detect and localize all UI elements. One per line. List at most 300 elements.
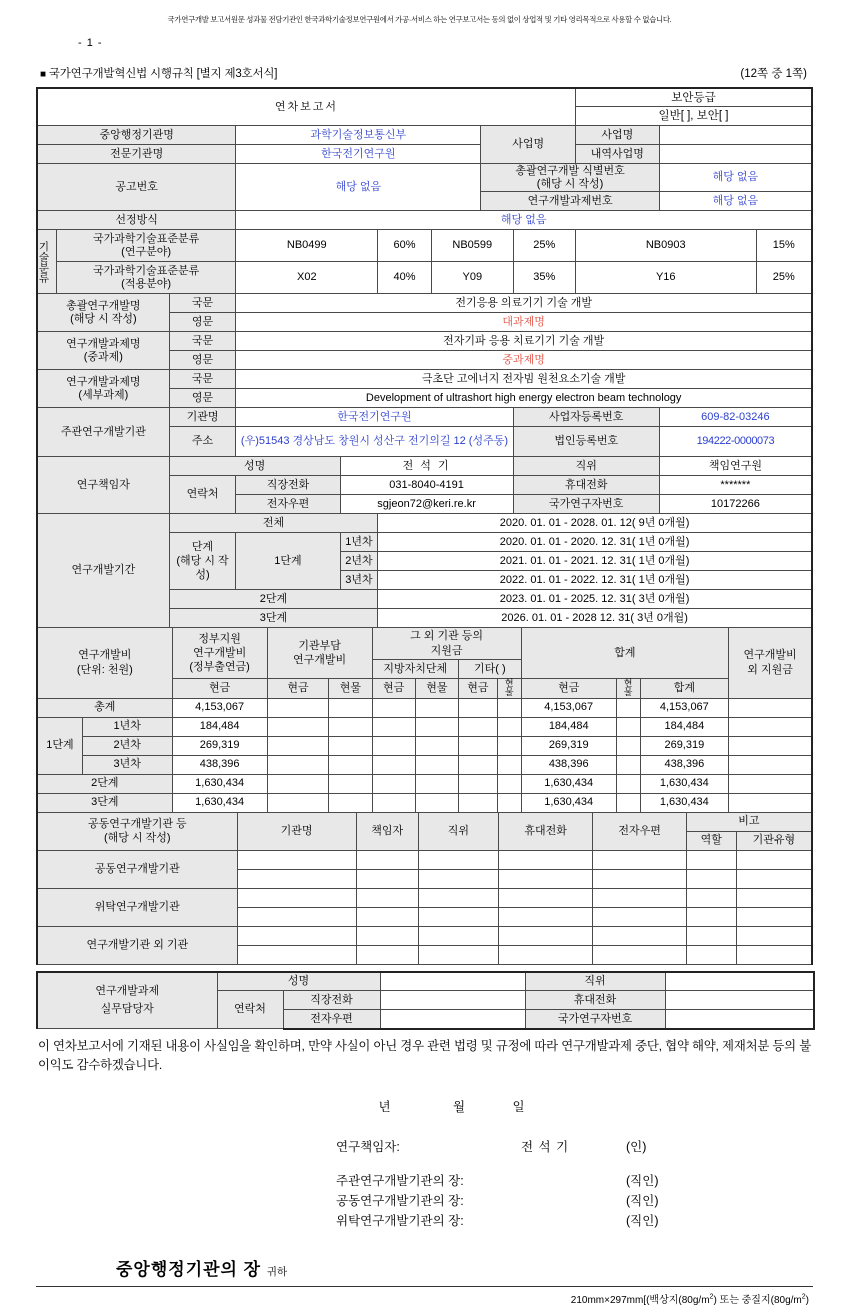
period-total-label: 전체 [169,514,378,533]
date-line [36,1097,813,1115]
selection-label: 선정방식 [37,211,236,230]
joint-cell-mobile[interactable] [498,907,593,926]
main-form-table [36,87,813,628]
period-stage-label [169,533,236,590]
joint-cell-mobile[interactable] [498,945,593,964]
footer-divider [36,1286,813,1287]
joint-row-label: 위탁연구개발기관 [37,888,237,926]
tech-code-2b: Y09 [431,262,513,294]
budget-local-cash [372,755,415,774]
document-title: 연차보고서 [37,88,575,126]
period-stage3-label: 3단계 [169,609,378,628]
joint-cell-org[interactable] [237,869,356,888]
budget-total-sum: 4,153,067 [640,698,729,717]
staff-email-value[interactable] [380,1010,525,1029]
joint-cell-role[interactable] [686,926,736,945]
period-label: 연구개발기간 [37,514,169,628]
budget-org-label [267,628,372,679]
budget-org-cash [267,736,329,755]
corp-no-value: 194222-0000073 [659,427,812,457]
joint-cell-email[interactable] [593,888,686,907]
tech-class-label-1-line2: (연구분야) [121,245,172,258]
signature-block [36,1137,813,1229]
joint-row-group-3a [37,926,812,945]
joint-cell-org[interactable] [237,850,356,869]
joint-cell-position[interactable] [418,926,498,945]
staff-office-phone-value[interactable] [380,991,525,1010]
budget-org-inkind [329,793,372,812]
mid-en-label: 영문 [169,351,236,370]
staff-label-line1: 연구개발과제 [95,984,160,997]
budget-outside [729,736,812,755]
budget-total-cash: 438,396 [521,755,616,774]
budget-etc-cash [458,793,497,812]
budget-org-cash-label: 현금 [267,678,329,698]
budget-etc-cash-label: 현금 [458,678,497,698]
joint-cell-orgtype[interactable] [736,907,812,926]
overall-kr-value: 전기응용 의료기기 기술 개발 [236,294,812,313]
staff-position-value[interactable] [665,972,814,991]
budget-outside [729,717,812,736]
staff-name-label: 성명 [217,972,380,991]
joint-cell-org[interactable] [237,888,356,907]
joint-cell-org[interactable] [237,945,356,964]
central-agency-label: 중앙행정기관명 [37,126,236,145]
tech-class-row-1 [37,230,812,262]
period-year1-label: 1년차 [340,533,378,552]
joint-cell-role[interactable] [686,945,736,964]
specialized-agency-row [37,145,812,164]
period-stage-label-line3: 성) [195,569,210,582]
project-no-label: 연구개발과제번호 [481,192,659,211]
period-stage2-label: 2단계 [169,590,378,609]
paper-spec-prefix: 210mm×297mm[(백상지(80g/m [570,1295,710,1306]
budget-org-cash [267,793,329,812]
period-stage3-value: 2026. 01. 01 - 2028 12. 31( 3년 0개월) [378,609,812,628]
budget-outside-label-line1: 연구개발비 [743,649,797,662]
program-label: 사업명 [481,126,576,164]
signature-consign-org-row [336,1211,813,1229]
joint-cell-orgtype[interactable] [736,945,812,964]
joint-cell-role[interactable] [686,850,736,869]
joint-col-orgtype: 기관유형 [736,831,812,850]
signature-lead-org-row [336,1171,813,1189]
pi-researcher-no-label: 국가연구자번호 [513,495,659,514]
budget-row-s1y3 [37,755,812,774]
joint-cell-orgtype[interactable] [736,850,812,869]
budget-outside [729,793,812,812]
budget-etc-label: 기타( ) [458,659,521,678]
period-year1-value: 2020. 01. 01 - 2020. 12. 31( 1년 0개월) [378,533,812,552]
pi-email-label: 전자우편 [236,495,340,514]
budget-other-label [372,628,521,660]
budget-label [37,628,172,698]
overall-kr-label: 국문 [169,294,236,313]
pi-label: 연구책임자 [37,457,169,514]
tech-class-label-2-line2: (적용분야) [121,277,172,290]
staff-name-row [37,972,814,991]
budget-other-label-line2: 지원금 [430,644,463,657]
tech-code-1a: NB0499 [236,230,378,262]
budget-total-inkind [616,698,640,717]
paper-spec-suffix: ) [805,1295,809,1306]
joint-cell-email[interactable] [593,907,686,926]
pi-mobile-value: ******* [659,476,812,495]
budget-gov-cash-label: 현금 [172,678,267,698]
budget-label-line2: (단위: 천원) [76,664,133,677]
staff-label-line2: 실무담당자 [100,1002,154,1015]
budget-total-sum: 1,630,434 [640,793,729,812]
budget-row-label: 3년차 [82,755,172,774]
signature-lead-org-label: 주관연구개발기관의 장: [336,1174,464,1189]
staff-label [37,972,217,1029]
joint-cell-position[interactable] [418,888,498,907]
budget-total-inkind [616,717,640,736]
paper-spec-mid: ) 또는 중질지(80g/m [713,1295,802,1306]
announcement-row [37,164,812,192]
tech-class-label-1-line1: 국가과학기술표준분류 [92,233,200,246]
biz-no-label: 사업자등록번호 [513,408,659,427]
budget-local-gov-label: 지방자치단체 [372,659,458,678]
joint-cell-orgtype[interactable] [736,869,812,888]
mid-project-label-line1: 연구개발과제명 [66,338,141,351]
budget-local-cash [372,736,415,755]
mid-kr-label: 국문 [169,332,236,351]
date-month-label: 월 [452,1100,467,1115]
joint-cell-manager[interactable] [356,907,418,926]
budget-gov-cash: 269,319 [172,736,267,755]
pi-office-phone-value: 031-8040-4191 [340,476,513,495]
overall-id-value: 해당 없음 [659,164,812,192]
joint-header-row-1 [37,812,812,831]
budget-org-inkind [329,717,372,736]
address-value: (우)51543 경상남도 창원시 성산구 전기의길 12 (성주동) [236,427,513,457]
budget-total-inkind [616,755,640,774]
signature-lead-org-seal: (직인) [626,1174,659,1189]
page-number: - 1 - [78,37,103,49]
joint-section-label [37,812,237,850]
overall-project-name-kr-row [37,294,812,313]
budget-row-label: 3단계 [37,793,172,812]
security-grade-options[interactable]: 일반[ ], 보안[ ] [658,110,729,122]
budget-org-cash [267,774,329,793]
staff-researcher-no-label: 국가연구자번호 [525,1010,665,1029]
budget-local-inkind-label: 현물 [415,678,458,698]
signature-pi-label: 연구책임자: [336,1140,400,1155]
budget-local-inkind [415,717,458,736]
budget-org-cash [267,755,329,774]
tech-class-vertical-label: 기술분류 [37,230,56,294]
budget-org-inkind [329,755,372,774]
budget-local-inkind [415,793,458,812]
paper-spec [36,1291,813,1306]
sub-project-name-label [37,370,169,408]
joint-cell-email[interactable] [593,869,686,888]
program-name-value [659,126,812,145]
budget-outside-label [729,628,812,698]
budget-outside [729,698,812,717]
budget-gov-label-line3: (정부출연금) [189,661,250,674]
paper-spec-sup1: 2 [709,1293,714,1301]
budget-total-cash: 1,630,434 [521,774,616,793]
pi-mobile-label: 휴대전화 [513,476,659,495]
joint-cell-manager[interactable] [356,888,418,907]
budget-label-line1: 연구개발비 [78,649,132,662]
budget-total-inkind [616,736,640,755]
budget-local-cash [372,717,415,736]
overall-project-label-line1: 총괄연구개발명 [66,300,141,313]
signature-consign-org-value [521,1211,626,1229]
sub-project-label-line2: (세부과제) [78,388,129,401]
staff-mobile-label: 휴대전화 [525,991,665,1010]
joint-col-email: 전자우편 [593,812,686,850]
joint-cell-manager[interactable] [356,850,418,869]
period-total-row [37,514,812,533]
joint-cell-mobile[interactable] [498,888,593,907]
pi-office-phone-label: 직장전화 [236,476,340,495]
budget-total-cash: 184,484 [521,717,616,736]
tech-pct-2c: 25% [756,262,812,294]
specialized-agency-label: 전문기관명 [37,145,236,164]
budget-row-s1y2 [37,736,812,755]
joint-orgs-table [36,812,813,965]
budget-stage1-label: 1단계 [37,717,82,774]
addressee-suffix: 귀하 [266,1266,288,1279]
signature-pi-seal: (인) [626,1140,647,1155]
addressee-line [36,1255,813,1280]
joint-row-label: 공동연구개발기관 [37,850,237,888]
budget-etc-cash [458,698,497,717]
tech-class-row-2 [37,262,812,294]
budget-gov-cash: 4,153,067 [172,698,267,717]
budget-gov-cash: 184,484 [172,717,267,736]
bullet-square-icon: ■ [40,69,46,80]
staff-name-value[interactable] [380,972,525,991]
budget-row-label: 1년차 [82,717,172,736]
budget-total-cash: 269,319 [521,736,616,755]
sub-project-label-line1: 연구개발과제명 [66,376,141,389]
budget-outside [729,755,812,774]
staff-position-label: 직위 [525,972,665,991]
budget-etc-inkind [497,717,521,736]
budget-org-inkind-label: 현물 [329,678,372,698]
budget-etc-cash [458,755,497,774]
tech-pct-2a: 40% [378,262,432,294]
budget-total-sum: 1,630,434 [640,774,729,793]
joint-row-group-1a [37,850,812,869]
copyright-notice: 국가연구개발 보고서원문 성과물 전담기관인 한국과학기술정보연구원에서 가공·서비스 하는 연구보고서는 동의 없이 상업적 및 기타 영리목적으로 사용할 수 없습니다. [167,15,672,24]
staff-email-label: 전자우편 [283,1010,380,1029]
tech-pct-2b: 35% [513,262,575,294]
joint-cell-email[interactable] [593,926,686,945]
joint-col-manager: 책임자 [356,812,418,850]
budget-org-inkind [329,736,372,755]
overall-en-value: 대과제명 [236,313,812,332]
staff-table [36,971,815,1030]
joint-col-role: 역할 [686,831,736,850]
signature-joint-org-seal: (직인) [626,1194,659,1209]
security-grade-label: 보안등급 [576,89,811,107]
joint-col-org: 기관명 [237,812,356,850]
budget-gov-label [172,628,267,679]
central-agency-value: 과학기술정보통신부 [236,126,481,145]
staff-researcher-no-value[interactable] [665,1010,814,1029]
security-grade-box [575,88,812,126]
period-stage-label-line2: (해당 시 작 [176,555,229,568]
lead-org-name-value: 한국전기연구원 [236,408,513,427]
corp-no-label: 법인등록번호 [513,427,659,457]
joint-cell-position[interactable] [418,850,498,869]
sub-kr-label: 국문 [169,370,236,389]
budget-local-inkind [415,736,458,755]
tech-code-2c: Y16 [575,262,756,294]
joint-cell-mobile[interactable] [498,869,593,888]
budget-org-cash [267,717,329,736]
form-reference: 국가연구개발혁신법 시행규칙 [별지 제3호서식] [48,68,278,80]
joint-cell-position[interactable] [418,907,498,926]
mid-kr-value: 전자기파 응용 치료기기 기술 개발 [236,332,812,351]
budget-local-inkind [415,755,458,774]
joint-cell-role[interactable] [686,907,736,926]
sub-kr-value: 극초단 고에너지 전자빔 원천요소기술 개발 [236,370,812,389]
period-year2-value: 2021. 01. 01 - 2021. 12. 31( 1년 0개월) [378,552,812,571]
budget-total-cash: 1,630,434 [521,793,616,812]
budget-etc-inkind [497,698,521,717]
period-total-value: 2020. 01. 01 - 2028. 01. 12( 9년 0개월) [378,514,812,533]
paper-spec-sup2: 2 [801,1293,806,1301]
budget-gov-cash: 438,396 [172,755,267,774]
budget-gov-cash: 1,630,434 [172,793,267,812]
joint-label-line2: (해당 시 작성) [104,832,171,845]
budget-total-sum: 184,484 [640,717,729,736]
joint-cell-mobile[interactable] [498,926,593,945]
joint-col-mobile: 휴대전화 [498,812,593,850]
form-reference-line [36,65,813,81]
budget-total-inkind [616,793,640,812]
budget-row-label: 2년차 [82,736,172,755]
budget-gov-label-line2: 연구개발비 [193,646,247,659]
budget-etc-cash [458,717,497,736]
pi-position-value: 책임연구원 [659,457,812,476]
joint-cell-manager[interactable] [356,926,418,945]
tech-class-label-2-line1: 국가과학기술표준분류 [92,265,200,278]
budget-table [36,627,813,812]
budget-local-cash [372,774,415,793]
pi-name-value: 전 석 기 [340,457,513,476]
subprogram-value [659,145,812,164]
joint-cell-orgtype[interactable] [736,926,812,945]
tech-pct-1a: 60% [378,230,432,262]
staff-office-phone-label: 직장전화 [283,991,380,1010]
mid-en-value: 중과제명 [236,351,812,370]
lead-org-name-label: 기관명 [169,408,236,427]
budget-org-inkind [329,698,372,717]
budget-etc-inkind [497,774,521,793]
sub-en-value: Development of ultrashort high energy electron beam technology [236,389,812,408]
period-year3-label: 3년차 [340,571,378,590]
tech-pct-1c: 15% [756,230,812,262]
period-stage1-label: 1단계 [236,533,340,590]
joint-cell-orgtype[interactable] [736,888,812,907]
selection-method-row [37,211,812,230]
joint-cell-mobile[interactable] [498,850,593,869]
budget-total-cash-label: 현금 [521,678,616,698]
joint-col-note: 비고 [686,812,812,831]
mid-project-name-label [37,332,169,370]
sub-en-label: 영문 [169,389,236,408]
budget-row-total [37,698,812,717]
page-of: (12쪽 중 1쪽) [740,68,807,80]
lead-org-name-row [37,408,812,427]
period-year3-value: 2022. 01. 01 - 2022. 12. 31( 1년 0개월) [378,571,812,590]
subprogram-label: 내역사업명 [575,145,659,164]
joint-cell-manager[interactable] [356,869,418,888]
budget-total-sum: 269,319 [640,736,729,755]
budget-row-stage2 [37,774,812,793]
declaration-statement: 이 연차보고서에 기재된 내용이 사실임을 확인하며, 만약 사실이 아닌 경우 관련 법령 및 규정에 따라 연구개발과제 중단, 협약 해약, 제재처분 등의 불이익도 감수하겠습니다. [38,1038,811,1072]
overall-project-label-line2: (해당 시 작성) [70,312,137,325]
budget-total-inkind [616,774,640,793]
budget-org-label-line1: 기관부담 [298,639,341,652]
signature-pi-value: 전 석 기 [521,1140,570,1155]
budget-total-sum-label: 합계 [640,678,729,698]
signature-joint-org-value [521,1191,626,1209]
title-row [37,88,812,126]
pi-email-value: sgjeon72@keri.re.kr [340,495,513,514]
budget-total-inkind-label: 현 물 [616,678,640,698]
budget-outside [729,774,812,793]
budget-row-label: 2단계 [37,774,172,793]
joint-cell-position[interactable] [418,869,498,888]
announcement-label: 공고번호 [37,164,236,211]
joint-cell-position[interactable] [418,945,498,964]
budget-gov-label-line1: 정부지원 [198,632,241,645]
budget-etc-cash [458,774,497,793]
budget-gov-cash: 1,630,434 [172,774,267,793]
lead-org-label: 주관연구개발기관 [37,408,169,457]
joint-row-group-2a [37,888,812,907]
joint-cell-org[interactable] [237,926,356,945]
budget-org-inkind [329,774,372,793]
staff-mobile-value[interactable] [665,991,814,1010]
budget-etc-inkind [497,793,521,812]
pi-position-label: 직위 [513,457,659,476]
budget-etc-cash [458,736,497,755]
budget-outside-label-line2: 외 지원금 [747,664,793,677]
overall-id-label [481,164,659,192]
announcement-value: 해당 없음 [236,164,481,211]
selection-value: 해당 없음 [236,211,812,230]
joint-cell-manager[interactable] [356,945,418,964]
date-year-label: 년 [378,1100,392,1115]
overall-id-label-line2: (해당 시 작성) [536,177,604,190]
joint-cell-role[interactable] [686,869,736,888]
budget-total-label: 합계 [521,628,729,679]
signature-gap [336,1157,813,1171]
joint-cell-email[interactable] [593,945,686,964]
budget-local-cash [372,698,415,717]
joint-cell-email[interactable] [593,850,686,869]
budget-total-sum: 438,396 [640,755,729,774]
joint-cell-role[interactable] [686,888,736,907]
joint-cell-org[interactable] [237,907,356,926]
overall-project-name-label [37,294,169,332]
signature-joint-org-label: 공동연구개발기관의 장: [336,1194,464,1209]
budget-row-stage3 [37,793,812,812]
addressee: 중앙행정기관의 장 [116,1260,262,1280]
joint-row-label: 연구개발기관 외 기관 [37,926,237,964]
specialized-agency-value: 한국전기연구원 [236,145,481,164]
